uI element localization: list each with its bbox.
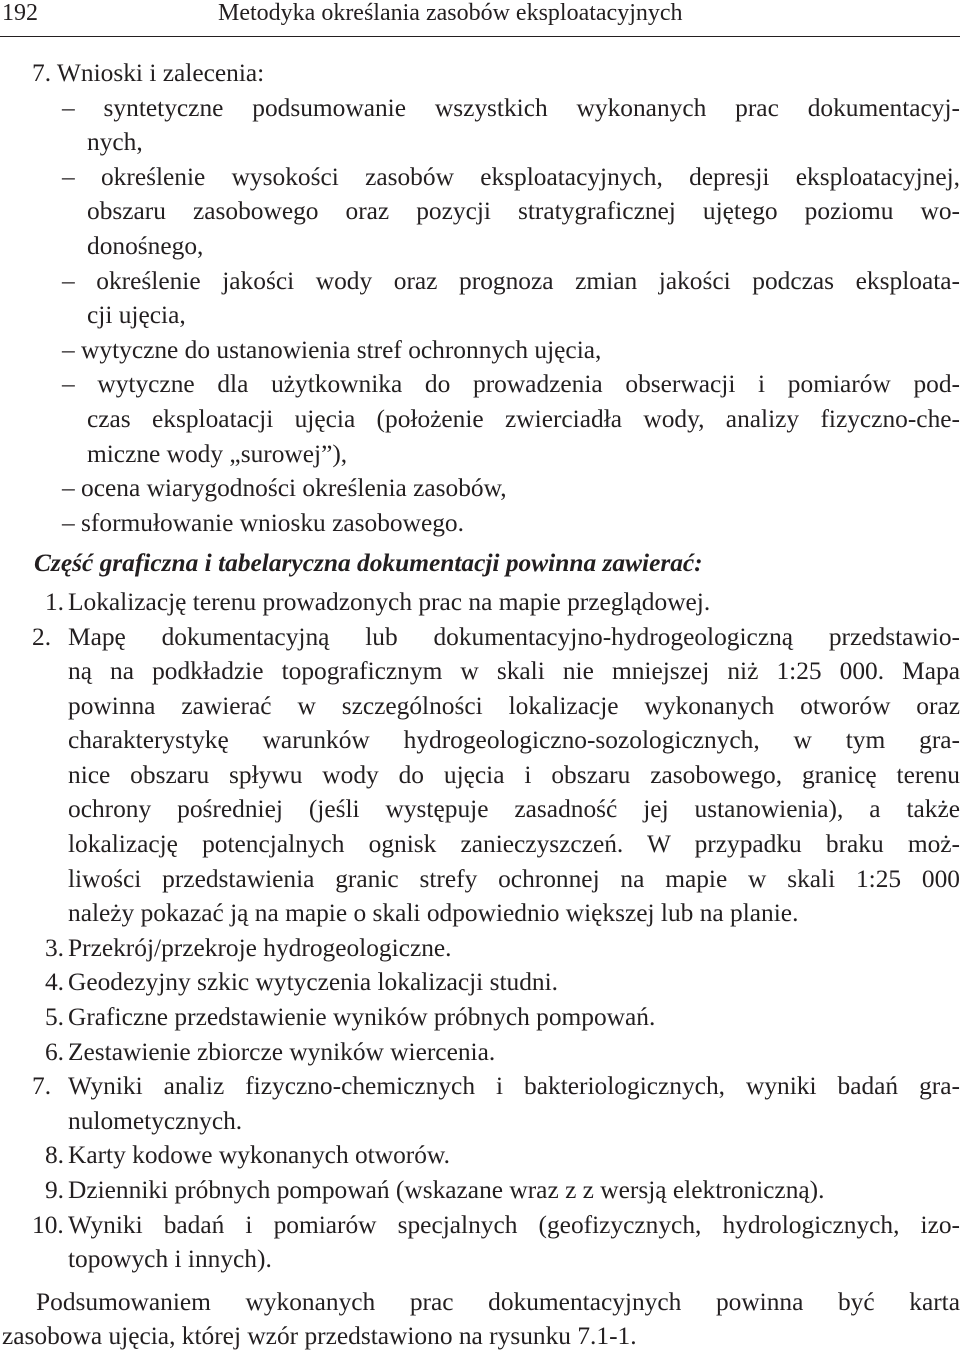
closing-line: Podsumowaniem wykonanych prac dokumentacyjnych powinna być karta	[36, 1287, 960, 1316]
section-title: 7. Wnioski i zalecenia:	[32, 59, 265, 87]
numbered-item-line	[32, 689, 960, 724]
item-text: nice obszaru spływu wody do ujęcia i obszaru zasobowego, granicę terenu	[68, 760, 960, 789]
numbered-item-line	[32, 931, 960, 966]
item-text: topowych i innych).	[68, 1245, 272, 1274]
numbered-item-line	[32, 758, 960, 793]
numbered-item-line	[32, 792, 960, 827]
item-text: Mapę dokumentacyjną lub dokumentacyjno-hydrogeologiczną przedstawio-	[68, 622, 960, 651]
item-number: 6.	[44, 1037, 64, 1066]
closing-line: zasobowa ujęcia, której wzór przedstawiono na rysunku 7.1-1.	[2, 1322, 637, 1351]
item-text: Karty kodowe wykonanych otworów.	[68, 1141, 450, 1170]
list-item-line: – określenie wysokości zasobów eksploatacyjnych, depresji eksploatacyjnej,	[62, 162, 960, 191]
item-text: ną na podkładzie topograficznym w skali nie mniejszej niż 1:25 000. Mapa	[68, 657, 960, 686]
list-item-line: obszaru zasobowego oraz pozycji stratygraficznej ujętego poziomu wo-	[87, 197, 960, 226]
item-text: Dzienniki próbnych pompowań (wskazane wraz z z wersją elektroniczną).	[68, 1176, 825, 1204]
list-item-line: – wytyczne do ustanowienia stref ochronnych ujęcia,	[62, 335, 602, 364]
running-title: Metodyka określania zasobów eksploatacyjnych	[218, 0, 683, 26]
item-number: 7.	[32, 1072, 52, 1101]
numbered-item-line	[32, 827, 960, 862]
closing-paragraph	[2, 1285, 960, 1354]
page-content	[2, 56, 960, 1354]
item-text: charakterystykę warunków hydrogeologiczno-sozologicznych, w tym gra-	[68, 726, 960, 755]
item-number: 1.	[44, 587, 64, 616]
list-item-line: miczne wody „surowej”),	[87, 439, 348, 468]
item-text: ochrony pośredniej (jeśli występuje zasadność jej ustanowienia), a także	[68, 795, 960, 824]
numbered-item-line	[32, 585, 960, 620]
numbered-item-line	[32, 1173, 960, 1208]
item-number: 4.	[44, 968, 64, 997]
item-text: Wyniki badań i pomiarów specjalnych (geofizycznych, hydrologicznych, izo-	[68, 1210, 960, 1239]
list-item-line: cji ujęcia,	[87, 301, 186, 330]
item-text: Geodezyjny szkic wytyczenia lokalizacji studni.	[68, 968, 559, 997]
item-number: 10.	[32, 1210, 64, 1239]
item-number: 3.	[44, 933, 64, 962]
item-text: Lokalizację terenu prowadzonych prac na mapie przeglądowej.	[68, 587, 711, 616]
numbered-item-line	[32, 620, 960, 655]
numbered-item-line	[32, 1104, 960, 1139]
item-number: 9.	[44, 1176, 64, 1204]
list-item-line: czas eksploatacji ujęcia (położenie zwierciadła wody, analizy fizyczno-che-	[87, 404, 960, 433]
numbered-item-line	[32, 654, 960, 689]
numbered-item-line	[32, 896, 960, 931]
item-text: Graficzne przedstawienie wyników próbnych pompowań.	[68, 1003, 656, 1032]
list-item-line: donośnego,	[87, 231, 204, 260]
item-number: 5.	[44, 1003, 64, 1032]
item-text: nulometycznych.	[68, 1106, 243, 1135]
list-item-line: – ocena wiarygodności określenia zasobów,	[62, 474, 507, 503]
list-item-line: – sformułowanie wniosku zasobowego.	[62, 508, 464, 537]
item-text: lokalizację potencjalnych ognisk zanieczyszczeń. W przypadku braku moż-	[68, 830, 960, 859]
item-text: Zestawienie zbiorcze wyników wiercenia.	[68, 1037, 496, 1066]
list-item-line: – syntetyczne podsumowanie wszystkich wykonanych prac dokumentacyj-	[62, 93, 960, 122]
item-text: Przekrój/przekroje hydrogeologiczne.	[68, 933, 452, 962]
page-number: 192	[2, 0, 38, 26]
numbered-item-line	[32, 1000, 960, 1035]
item-text: powinna zawierać w szczególności lokalizacje wykonanych otworów oraz	[68, 691, 960, 720]
numbered-item-line	[32, 1069, 960, 1104]
numbered-item-line	[32, 965, 960, 1000]
item-text: należy pokazać ją na mapie o skali odpowiednio większej lub na planie.	[68, 899, 799, 928]
item-text: liwości przedstawienia granic strefy ochronnej na mapie w skali 1:25 000	[68, 864, 960, 893]
conclusions-list	[32, 91, 960, 541]
numbered-item-line	[32, 1242, 960, 1277]
numbered-item-line	[32, 1138, 960, 1173]
graphic-section-heading: Część graficzna i tabelaryczna dokumentacji powinna zawierać:	[34, 549, 703, 578]
running-header	[0, 0, 960, 37]
numbered-item-line	[32, 1035, 960, 1070]
numbered-item-line	[32, 723, 960, 758]
graphic-items-list	[32, 585, 960, 1277]
list-item-line: – wytyczne dla użytkownika do prowadzenia obserwacji i pomiarów pod-	[62, 370, 960, 399]
item-number: 8.	[44, 1141, 64, 1170]
list-item-line: nych,	[87, 128, 143, 157]
numbered-item-line	[32, 862, 960, 897]
numbered-item-line	[32, 1208, 960, 1243]
item-number: 2.	[32, 622, 52, 651]
item-text: Wyniki analiz fizyczno-chemicznych i bakteriologicznych, wyniki badań gra-	[68, 1072, 960, 1101]
list-item-line: – określenie jakości wody oraz prognoza zmian jakości podczas eksploata-	[62, 266, 960, 295]
